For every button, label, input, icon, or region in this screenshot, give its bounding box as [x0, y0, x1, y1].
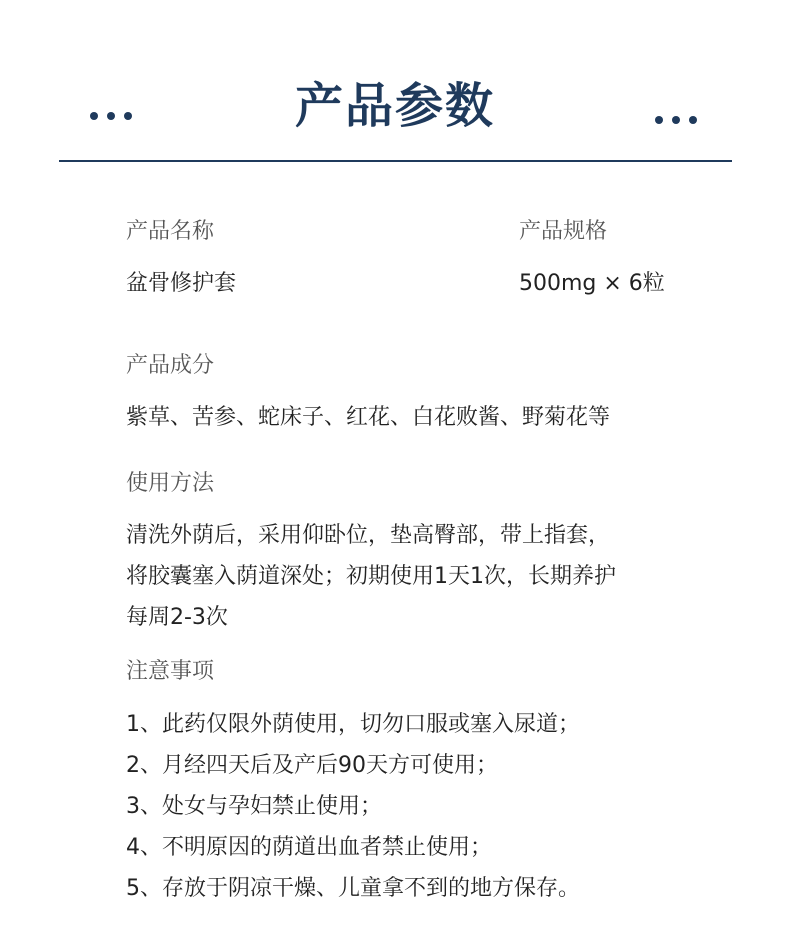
- decorative-dots-right: [655, 116, 697, 124]
- usage-label: 使用方法: [126, 471, 215, 496]
- usage-line: 将胶囊塞入荫道深处；初期使用1天1次，长期养护: [126, 564, 616, 589]
- notes-label: 注意事项: [126, 659, 215, 684]
- product-spec-value: 500mg × 6粒: [519, 271, 665, 296]
- product-spec-label: 产品规格: [519, 219, 608, 244]
- product-name-value: 盆骨修护套: [126, 271, 237, 296]
- usage-line: 每周2-3次: [126, 605, 228, 630]
- dot: [655, 116, 663, 124]
- page-title: 产品参数: [294, 78, 495, 134]
- usage-line: 清洗外荫后，采用仰卧位，垫高臀部，带上指套，: [126, 523, 611, 548]
- ingredients-value: 紫草、苦参、蛇床子、红花、白花败酱、野菊花等: [126, 405, 611, 430]
- notes-item: 2、月经四天后及产后90天方可使用；: [126, 753, 498, 778]
- dot: [672, 116, 680, 124]
- notes-item: 1、此药仅限外荫使用，切勿口服或塞入尿道；: [126, 712, 580, 737]
- title-divider: [59, 160, 732, 162]
- notes-item: 4、不明原因的荫道出血者禁止使用；: [126, 835, 492, 860]
- usage-text: [126, 515, 686, 638]
- notes-item: 3、处女与孕妇禁止使用；: [126, 794, 382, 819]
- product-name-label: 产品名称: [126, 219, 215, 244]
- dot: [689, 116, 697, 124]
- ingredients-label: 产品成分: [126, 353, 215, 378]
- notes-list: [126, 704, 686, 909]
- notes-item: 5、存放于阴凉干燥、儿童拿不到的地方保存。: [126, 876, 580, 901]
